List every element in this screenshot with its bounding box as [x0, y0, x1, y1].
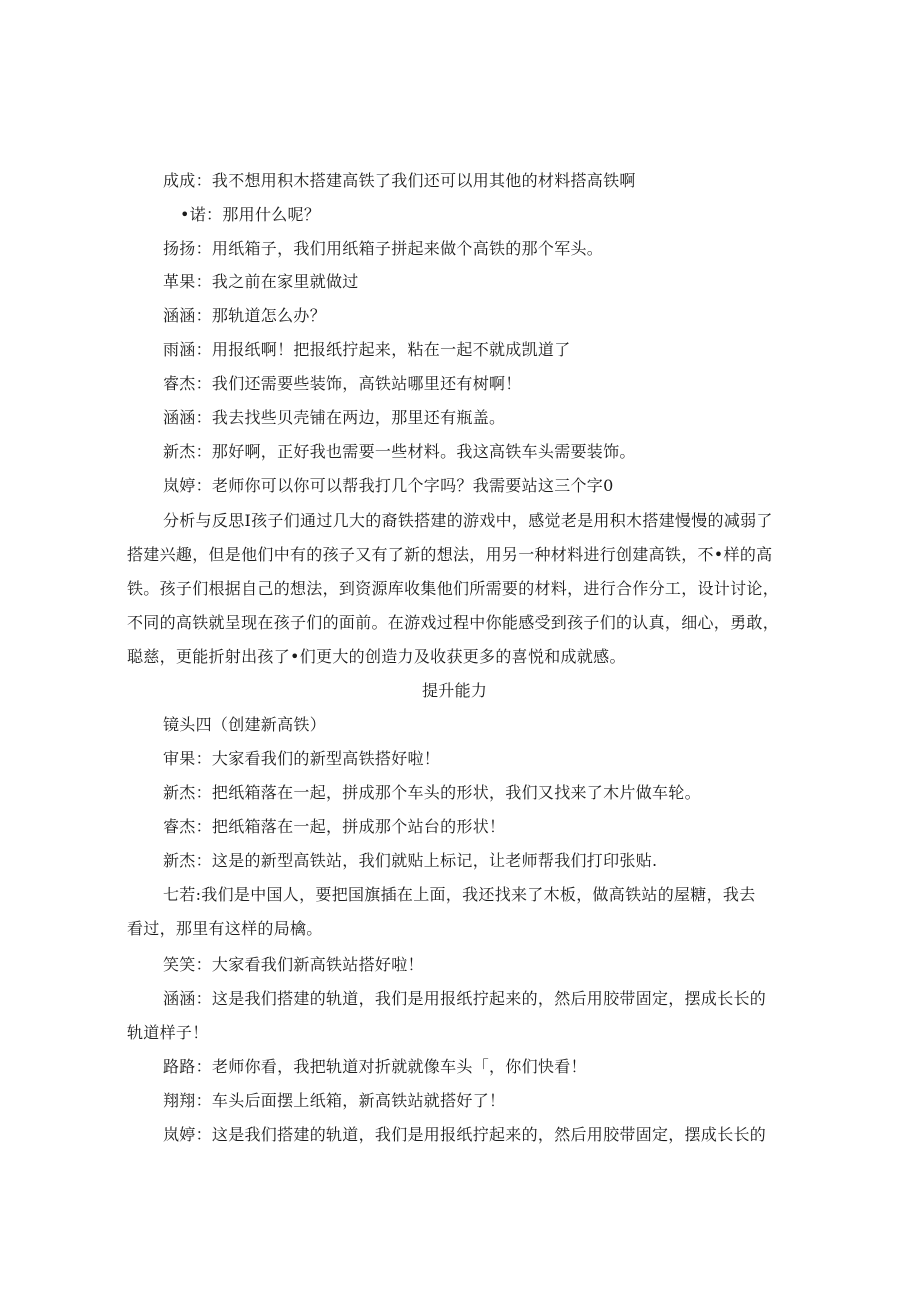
dialogue-line: 雨涵：用报纸啊！把报纸拧起来，粘在一起不就成凯道了: [163, 340, 571, 359]
analysis-paragraph-line: 聪慈，更能折射出孩了•们更大的创造力及收获更多的喜悦和成就感。: [127, 647, 626, 666]
dialogue-line: 革果：我之前在家里就做过: [163, 272, 359, 291]
dialogue-line: 新杰：这是的新型高铁站，我们就贴上标记，让老师帮我们打印张贴.: [163, 851, 658, 870]
dialogue-line-continuation: 看过，那里有这样的局檎。: [127, 919, 323, 938]
analysis-paragraph-line: 不同的高铁就呈现在孩子们的面前。在游戏过程中你能感受到孩子们的认真，细心，勇敢，: [127, 613, 780, 632]
dialogue-line: 睿杰：把纸箱落在一起，拼成那个站台的形状！: [163, 817, 506, 836]
dialogue-line: 新杰：那好啊，正好我也需要一些材料。我这高铁车头需要装饰。: [163, 442, 636, 461]
dialogue-line: 扬扬：用纸箱子，我们用纸箱子拼起来做个高铁的那个军头。: [163, 239, 604, 258]
dialogue-line: 新杰：把纸箱落在一起，拼成那个车头的形状，我们又找来了木片做车轮。: [163, 783, 701, 802]
scene-title: 镜头四（创建新高铁）: [163, 715, 327, 734]
dialogue-line: 翔翔：车头后面摆上纸箱，新高铁站就搭好了！: [163, 1091, 506, 1110]
dialogue-line: 涵涵：这是我们搭建的轨道，我们是用报纸拧起来的，然后用胶带固定，摆成长长的: [163, 989, 767, 1008]
dialogue-line: •诺：那用什么呢？: [180, 205, 321, 224]
dialogue-line: 岚婷：老师你可以你可以帮我打几个字吗？我需要站这三个字0: [163, 476, 614, 495]
analysis-paragraph-line: 铁。孩子们根据自己的想法，到资源库收集他们所需要的材料，进行合作分工，设计讨论，: [127, 579, 780, 598]
dialogue-line: 岚婷：这是我们搭建的轨道，我们是用报纸拧起来的，然后用胶带固定，摆成长长的: [163, 1125, 767, 1144]
dialogue-line-continuation: 轨道样子！: [127, 1023, 209, 1042]
dialogue-line: 涵涵：那轨道怎么办？: [163, 306, 327, 325]
section-heading: 提升能力: [422, 681, 488, 700]
dialogue-line: 七若:我们是中国人，要把国旗插在上面，我还找来了木板，做高铁站的屋糖，我去: [163, 885, 756, 904]
analysis-paragraph-line: 搭建兴趣，但是他们中有的孩子又有了新的想法，用另一种材料进行创建高铁，不•样的高: [127, 545, 773, 564]
dialogue-line: 成成：我不想用积木搭建高铁了我们还可以用其他的材料搭高铁啊: [163, 171, 636, 190]
dialogue-line: 路路：老师你看，我把轨道对折就就像车头「，你们快看！: [163, 1057, 587, 1076]
dialogue-line: 涵涵：我去找些贝壳铺在两边，那里还有瓶盖。: [163, 408, 506, 427]
dialogue-line: 笑笑：大家看我们新高铁站搭好啦！: [163, 955, 424, 974]
dialogue-line: 睿杰：我们还需要些装饰，高铁站哪里还有树啊！: [163, 374, 522, 393]
dialogue-line: 审果：大家看我们的新型高铁搭好啦！: [163, 749, 441, 768]
analysis-paragraph-line: 分析与反思I孩子们通过几大的裔铁搭建的游戏中，感觉老是用积木搭建慢慢的减弱了: [163, 511, 773, 530]
